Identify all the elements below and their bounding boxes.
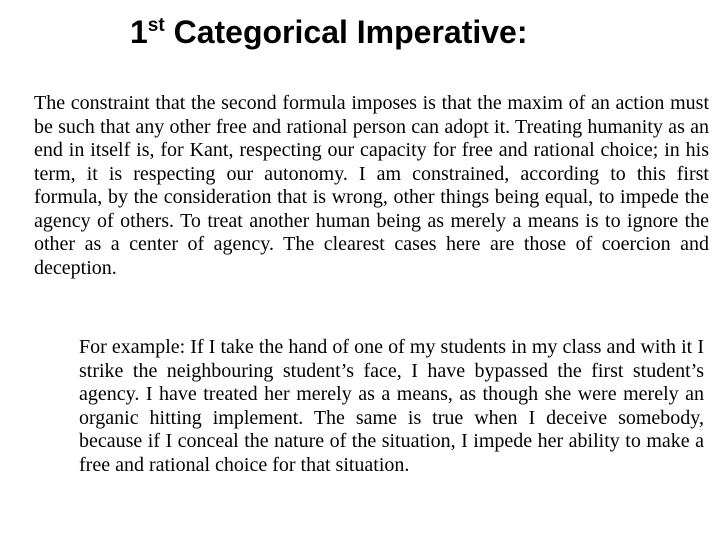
title-ordinal-suffix: st [147, 15, 165, 36]
example-paragraph: For example: If I take the hand of one of my students in my class and with it I strike the neighbouring student’s face, I have bypassed the first student’s agency. I have treated her merely as a means, as though she were merely an organic hitting implement. The same is true when I deceive somebody, because if I conceal the nature of the situation, I impede her ability to make a free and rational choice for that situation. [79, 336, 704, 476]
title-text: Categorical Imperative: [164, 14, 528, 50]
slide-title [130, 10, 528, 60]
main-paragraph: The constraint that the second formula imposes is that the maxim of an action must be such that any other free and rational person can adopt it. Treating humanity as an end in itself is, for Kant, respecting our capacity for free and rational choice; in his term, it is respecting our autonomy. I am constrained, according to this first formula, by the consideration that is wrong, other things being equal, to impede the agency of others. To treat another human being as merely a means is to ignore the other as a center of agency. The clearest cases here are those of coercion and deception. [34, 92, 709, 279]
title-number: 1 [130, 14, 148, 50]
